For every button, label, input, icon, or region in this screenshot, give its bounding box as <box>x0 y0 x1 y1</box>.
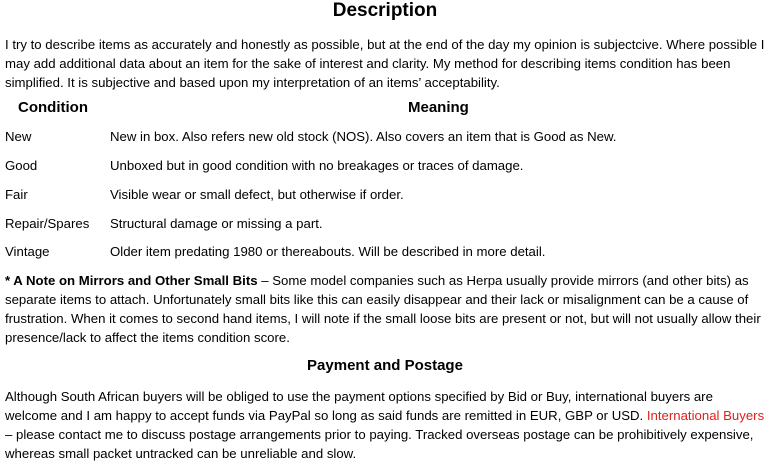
condition-name: Repair/Spares <box>5 216 90 231</box>
meaning-column-header: Meaning <box>408 99 469 116</box>
payment-paragraph <box>5 387 767 463</box>
condition-meaning: Older item predating 1980 or thereabouts. Will be described in more detail. <box>110 244 546 259</box>
condition-meaning: Unboxed but in good condition with no breakages or traces of damage. <box>110 158 524 173</box>
payment-text-after: – please contact me to discuss postage arrangements prior to paying. Tracked overseas postage can be prohibitively expensive, whereas small packet untracked can be unreliable and slow. <box>5 427 754 461</box>
international-buyers-highlight: International Buyers <box>646 408 765 423</box>
condition-column-header: Condition <box>18 99 88 116</box>
condition-name: Vintage <box>5 244 50 259</box>
condition-name: Good <box>5 158 38 173</box>
condition-name: Fair <box>5 187 28 202</box>
condition-meaning: New in box. Also refers new old stock (NOS). Also covers an item that is Good as New. <box>110 129 617 144</box>
condition-meaning: Structural damage or missing a part. <box>110 216 323 231</box>
note-heading: * A Note on Mirrors and Other Small Bits <box>5 273 258 288</box>
condition-meaning: Visible wear or small defect, but otherwise if order. <box>110 187 404 202</box>
payment-heading: Payment and Postage <box>307 357 463 374</box>
mirrors-note-paragraph <box>5 271 767 347</box>
note-body: – Some model companies such as Herpa usually provide mirrors (and other bits) as separate items to attach. Unfortunately small bits like this can easily disappear and their lack or misalignment can be a cause of frustration. When it comes to second hand items, I will note if the small loose bits are present or not, but will not usually allow their presence/lack to affect the items condition score. <box>5 273 761 345</box>
condition-name: New <box>5 129 32 144</box>
payment-text-before: Although South African buyers will be obliged to use the payment options specified by Bid or Buy, international buyers are welcome and I am happy to accept funds via PayPal so long as said funds are remitted in EUR, GBP or USD. <box>5 389 713 423</box>
intro-paragraph: I try to describe items as accurately and honestly as possible, but at the end of the day my opinion is subjectcive. Where possible I may add additional data about an item for the sake of interest and clarity. My method for describing items condition has been simplified. It is subjective and based upon my interpretation of an items’ acceptability. <box>5 37 765 90</box>
page-title: Description <box>332 0 438 21</box>
